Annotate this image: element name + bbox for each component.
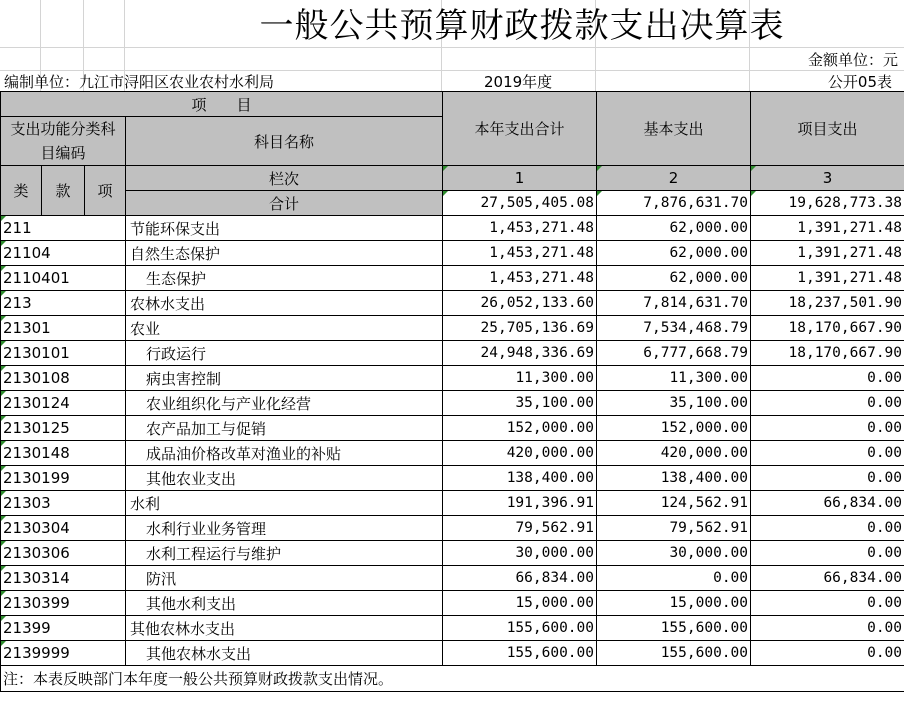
row-project: 0.00	[751, 466, 904, 491]
row-total: 1,453,271.48	[443, 216, 597, 241]
row-total: 11,300.00	[443, 366, 597, 391]
row-code: 2130101	[1, 341, 126, 366]
row-project: 0.00	[751, 591, 904, 616]
row-subject-name: 其他农林水支出	[126, 616, 443, 641]
row-subject-name: 水利	[126, 491, 443, 516]
table-row	[1, 641, 904, 666]
row-basic: 15,000.00	[597, 591, 751, 616]
row-total: 138,400.00	[443, 466, 597, 491]
table-row	[1, 516, 904, 541]
row-total: 191,396.91	[443, 491, 597, 516]
row-project: 0.00	[751, 441, 904, 466]
table-row	[1, 241, 904, 266]
header-func-code: 支出功能分类科目编码	[1, 117, 126, 166]
row-code: 2130304	[1, 516, 126, 541]
row-subject-name: 农业	[126, 316, 443, 341]
header-sum: 合计	[126, 191, 443, 216]
row-subject-name: 生态保护	[126, 266, 443, 291]
row-basic: 6,777,668.79	[597, 341, 751, 366]
row-total: 1,453,271.48	[443, 241, 597, 266]
header-basic: 基本支出	[597, 92, 751, 166]
row-project: 0.00	[751, 541, 904, 566]
row-subject-name: 自然生态保护	[126, 241, 443, 266]
row-basic: 138,400.00	[597, 466, 751, 491]
row-subject-name: 其他水利支出	[126, 591, 443, 616]
header-column-no: 栏次	[126, 166, 443, 191]
table-number: 公开05表	[827, 73, 892, 91]
row-code: 2139999	[1, 641, 126, 666]
row-code: 211	[1, 216, 126, 241]
header-total: 本年支出合计	[443, 92, 597, 166]
header-item: 项 目	[1, 92, 443, 117]
table-row	[1, 416, 904, 441]
expenditure-table	[0, 91, 904, 692]
report-year: 2019年度	[484, 73, 553, 91]
row-basic: 152,000.00	[597, 416, 751, 441]
row-code: 2130314	[1, 566, 126, 591]
row-project: 66,834.00	[751, 491, 904, 516]
row-code: 2130124	[1, 391, 126, 416]
row-total: 15,000.00	[443, 591, 597, 616]
row-basic: 62,000.00	[597, 216, 751, 241]
row-code: 2130199	[1, 466, 126, 491]
row-subject-name: 其他农业支出	[126, 466, 443, 491]
row-total: 35,100.00	[443, 391, 597, 416]
row-subject-name: 行政运行	[126, 341, 443, 366]
row-project: 18,237,501.90	[751, 291, 904, 316]
grid-line	[0, 70, 904, 71]
header-kuan: 款	[42, 166, 85, 216]
table-row	[1, 366, 904, 391]
row-basic: 30,000.00	[597, 541, 751, 566]
table-row	[1, 291, 904, 316]
table-row	[1, 566, 904, 591]
table-row	[1, 491, 904, 516]
row-project: 1,391,271.48	[751, 241, 904, 266]
row-project: 0.00	[751, 641, 904, 666]
row-total: 26,052,133.60	[443, 291, 597, 316]
amount-unit: 金额单位：元	[807, 51, 898, 69]
row-subject-name: 农林水支出	[126, 291, 443, 316]
row-subject-name: 水利行业业务管理	[126, 516, 443, 541]
row-total: 79,562.91	[443, 516, 597, 541]
row-code: 2130399	[1, 591, 126, 616]
row-subject-name: 农产品加工与促销	[126, 416, 443, 441]
row-code: 2130125	[1, 416, 126, 441]
table-row	[1, 316, 904, 341]
header-xiang: 项	[85, 166, 126, 216]
row-code: 21303	[1, 491, 126, 516]
row-code: 2130108	[1, 366, 126, 391]
row-basic: 11,300.00	[597, 366, 751, 391]
row-subject-name: 其他农林水支出	[126, 641, 443, 666]
total-sum: 27,505,405.08	[443, 191, 597, 216]
row-total: 25,705,136.69	[443, 316, 597, 341]
row-subject-name: 水利工程运行与维护	[126, 541, 443, 566]
table-row	[1, 216, 904, 241]
header-col-1: 1	[443, 166, 597, 191]
row-total: 420,000.00	[443, 441, 597, 466]
row-subject-name: 病虫害控制	[126, 366, 443, 391]
row-project: 0.00	[751, 366, 904, 391]
row-project: 0.00	[751, 416, 904, 441]
row-subject-name: 成品油价格改革对渔业的补贴	[126, 441, 443, 466]
row-project: 1,391,271.48	[751, 266, 904, 291]
row-basic: 0.00	[597, 566, 751, 591]
row-project: 1,391,271.48	[751, 216, 904, 241]
row-code: 21301	[1, 316, 126, 341]
row-total: 30,000.00	[443, 541, 597, 566]
row-total: 66,834.00	[443, 566, 597, 591]
row-code: 2110401	[1, 266, 126, 291]
row-code: 2130306	[1, 541, 126, 566]
row-subject-name: 农业组织化与产业化经营	[126, 391, 443, 416]
row-project: 18,170,667.90	[751, 341, 904, 366]
table-note: 注：本表反映部门本年度一般公共预算财政拨款支出情况。	[1, 666, 904, 692]
row-basic: 7,534,468.79	[597, 316, 751, 341]
row-basic: 124,562.91	[597, 491, 751, 516]
page-title: 一般公共预算财政拨款支出决算表	[259, 6, 785, 46]
row-subject-name: 防汛	[126, 566, 443, 591]
row-project: 18,170,667.90	[751, 316, 904, 341]
row-basic: 79,562.91	[597, 516, 751, 541]
table-row	[1, 466, 904, 491]
row-code: 21104	[1, 241, 126, 266]
basic-sum: 7,876,631.70	[597, 191, 751, 216]
row-subject-name: 节能环保支出	[126, 216, 443, 241]
row-code: 213	[1, 291, 126, 316]
reporting-unit: 编制单位：九江市浔阳区农业农村水利局	[4, 73, 275, 91]
header-subject-name: 科目名称	[126, 117, 443, 166]
row-total: 1,453,271.48	[443, 266, 597, 291]
table-row	[1, 616, 904, 641]
row-basic: 62,000.00	[597, 266, 751, 291]
row-basic: 7,814,631.70	[597, 291, 751, 316]
table-row	[1, 591, 904, 616]
table-row	[1, 341, 904, 366]
row-project: 0.00	[751, 616, 904, 641]
row-project: 66,834.00	[751, 566, 904, 591]
row-basic: 155,600.00	[597, 641, 751, 666]
table-row	[1, 541, 904, 566]
header-col-2: 2	[597, 166, 751, 191]
row-basic: 420,000.00	[597, 441, 751, 466]
header-lei: 类	[1, 166, 42, 216]
row-total: 24,948,336.69	[443, 341, 597, 366]
row-total: 155,600.00	[443, 641, 597, 666]
row-basic: 35,100.00	[597, 391, 751, 416]
row-total: 155,600.00	[443, 616, 597, 641]
header-col-3: 3	[751, 166, 904, 191]
table-row	[1, 391, 904, 416]
row-code: 2130148	[1, 441, 126, 466]
header-project: 项目支出	[751, 92, 904, 166]
row-project: 0.00	[751, 516, 904, 541]
row-code: 21399	[1, 616, 126, 641]
row-basic: 155,600.00	[597, 616, 751, 641]
project-sum: 19,628,773.38	[751, 191, 904, 216]
table-row	[1, 266, 904, 291]
table-row	[1, 441, 904, 466]
row-basic: 62,000.00	[597, 241, 751, 266]
row-total: 152,000.00	[443, 416, 597, 441]
row-project: 0.00	[751, 391, 904, 416]
